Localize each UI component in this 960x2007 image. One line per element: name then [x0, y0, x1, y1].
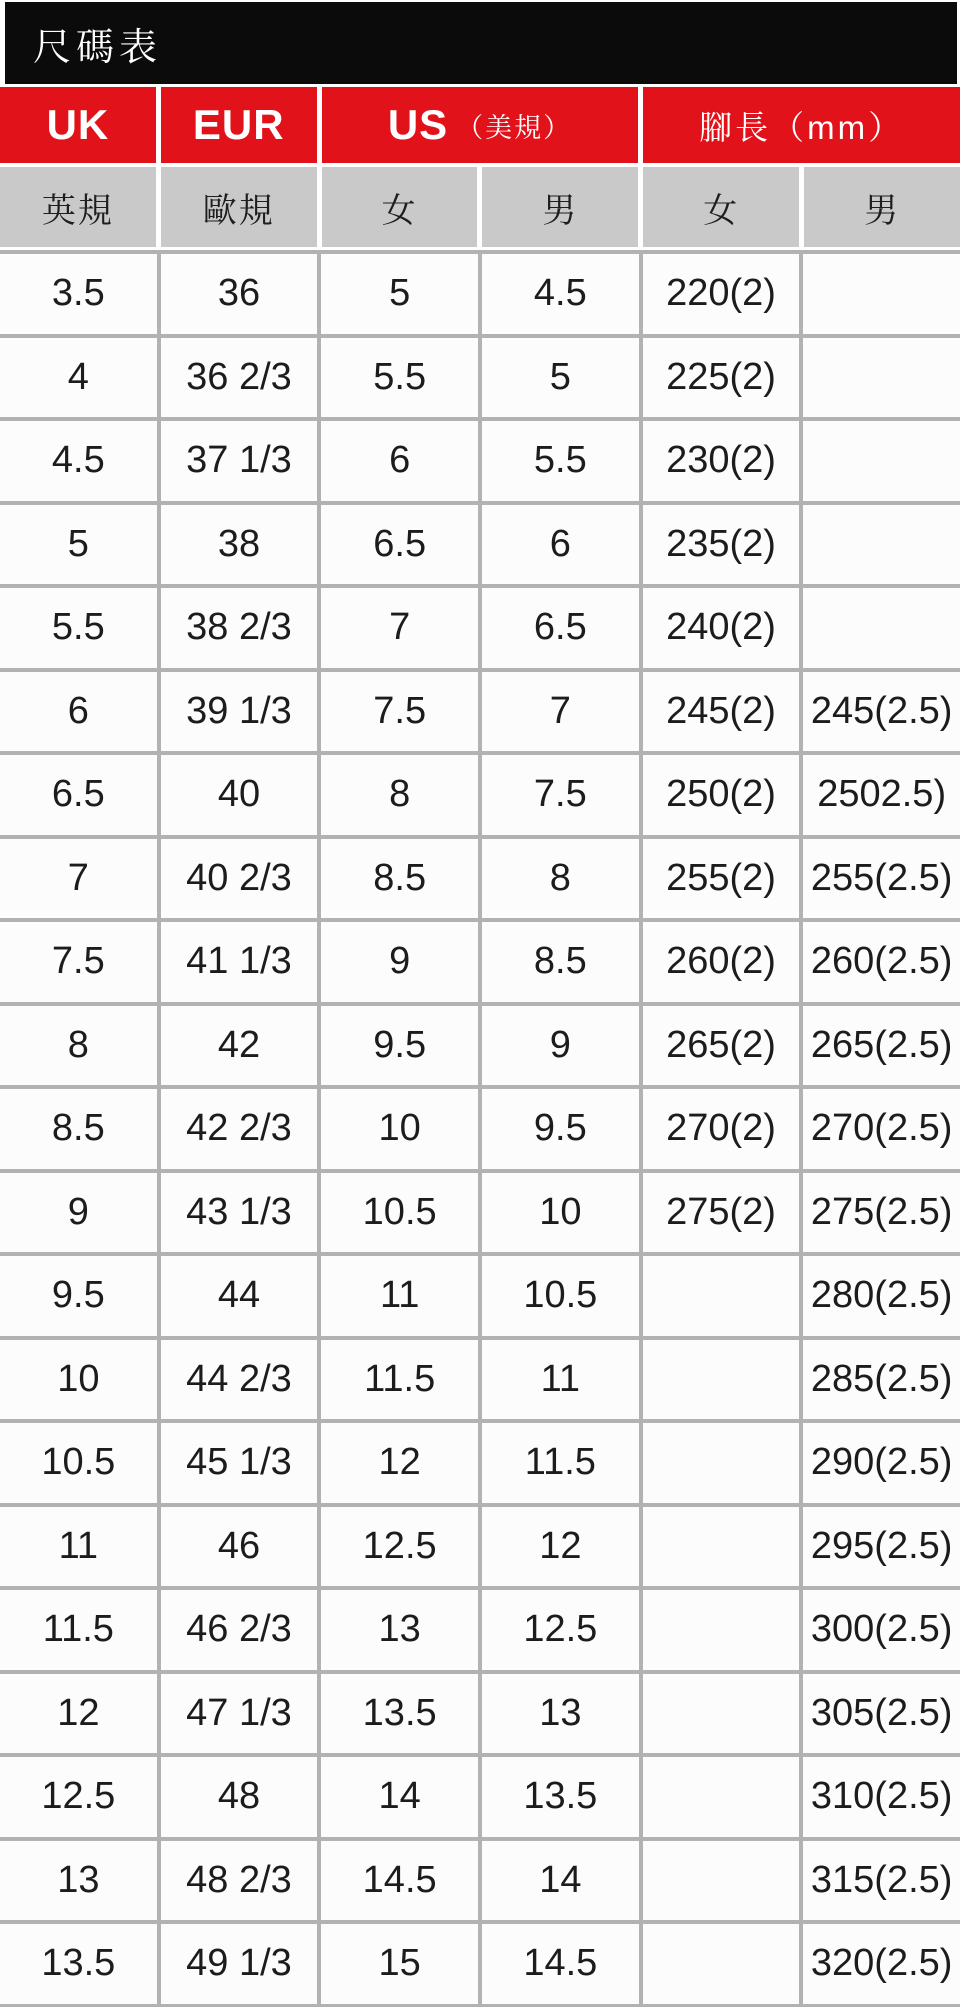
table-cell: [643, 1924, 800, 2004]
subheader-eur-standard: 歐規: [161, 167, 317, 247]
table-cell: 8: [0, 1006, 157, 1086]
table-cell: 290(2.5): [803, 1423, 960, 1503]
table-cell: 9.5: [482, 1089, 639, 1169]
table-cell: 11.5: [321, 1340, 478, 1420]
table-cell: 250(2): [643, 755, 800, 835]
table-cell: 9.5: [321, 1006, 478, 1086]
table-cell: 9.5: [0, 1256, 157, 1336]
table-cell: 5: [482, 338, 639, 418]
table-cell: 7: [321, 588, 478, 668]
table-cell: 8.5: [0, 1089, 157, 1169]
table-cell: [643, 1423, 800, 1503]
table-row: [0, 922, 960, 1006]
table-cell: 37 1/3: [161, 421, 318, 501]
table-cell: [803, 254, 960, 334]
table-cell: 9: [482, 1006, 639, 1086]
table-cell: 41 1/3: [161, 922, 318, 1002]
table-cell: 6: [482, 505, 639, 585]
subheader-row: [0, 167, 960, 247]
table-cell: 10.5: [482, 1256, 639, 1336]
table-cell: 8.5: [482, 922, 639, 1002]
subheader-us-men: 男: [482, 167, 638, 247]
table-cell: 14.5: [482, 1924, 639, 2004]
table-cell: 5: [0, 505, 157, 585]
table-cell: 36 2/3: [161, 338, 318, 418]
table-cell: 7.5: [0, 922, 157, 1002]
table-cell: 13: [0, 1841, 157, 1921]
uk-label: UK: [46, 101, 110, 148]
subheader-foot-women: 女: [643, 167, 799, 247]
table-cell: 38 2/3: [161, 588, 318, 668]
table-cell: 12.5: [482, 1590, 639, 1670]
table-cell: 47 1/3: [161, 1674, 318, 1754]
table-cell: 7: [0, 839, 157, 919]
col-group-us: [322, 87, 639, 163]
table-row: [0, 672, 960, 756]
table-cell: 270(2.5): [803, 1089, 960, 1169]
table-cell: 13.5: [321, 1674, 478, 1754]
table-cell: 44: [161, 1256, 318, 1336]
table-cell: 42 2/3: [161, 1089, 318, 1169]
table-cell: 40: [161, 755, 318, 835]
table-cell: 255(2.5): [803, 839, 960, 919]
table-cell: [803, 505, 960, 585]
table-cell: 260(2.5): [803, 922, 960, 1002]
table-cell: 13.5: [0, 1924, 157, 2004]
table-cell: [643, 1507, 800, 1587]
table-cell: 13.5: [482, 1757, 639, 1837]
table-row: [0, 1924, 960, 2007]
table-cell: 7.5: [482, 755, 639, 835]
table-cell: 7: [482, 672, 639, 752]
table-cell: 11: [321, 1256, 478, 1336]
table-cell: 12: [0, 1674, 157, 1754]
table-cell: 5.5: [482, 421, 639, 501]
foot-length-label: 腳長（mm）: [699, 108, 905, 146]
table-cell: 10: [482, 1173, 639, 1253]
table-cell: 255(2): [643, 839, 800, 919]
table-cell: 265(2.5): [803, 1006, 960, 1086]
table-cell: 310(2.5): [803, 1757, 960, 1837]
table-cell: 5.5: [321, 338, 478, 418]
table-cell: 8: [482, 839, 639, 919]
table-row: [0, 421, 960, 505]
table-cell: 46: [161, 1507, 318, 1587]
table-row: [0, 1006, 960, 1090]
table-cell: 245(2): [643, 672, 800, 752]
table-cell: 9: [0, 1173, 157, 1253]
table-cell: 8.5: [321, 839, 478, 919]
table-cell: 295(2.5): [803, 1507, 960, 1587]
table-cell: 6: [0, 672, 157, 752]
table-cell: 44 2/3: [161, 1340, 318, 1420]
table-cell: 260(2): [643, 922, 800, 1002]
table-cell: 45 1/3: [161, 1423, 318, 1503]
table-row: [0, 1340, 960, 1424]
table-cell: 275(2.5): [803, 1173, 960, 1253]
table-cell: 36: [161, 254, 318, 334]
table-cell: 6.5: [321, 505, 478, 585]
table-cell: 8: [321, 755, 478, 835]
table-cell: 235(2): [643, 505, 800, 585]
table-cell: 3.5: [0, 254, 157, 334]
table-cell: 42: [161, 1006, 318, 1086]
table-row: [0, 338, 960, 422]
table-cell: 14: [321, 1757, 478, 1837]
table-row: [0, 1256, 960, 1340]
table-cell: 10.5: [321, 1173, 478, 1253]
subheader-us-women: 女: [322, 167, 478, 247]
table-cell: 265(2): [643, 1006, 800, 1086]
table-cell: 11: [482, 1340, 639, 1420]
table-cell: [643, 1841, 800, 1921]
table-row: [0, 588, 960, 672]
table-cell: 10: [321, 1089, 478, 1169]
table-cell: 46 2/3: [161, 1590, 318, 1670]
table-cell: 11: [0, 1507, 157, 1587]
table-cell: 280(2.5): [803, 1256, 960, 1336]
table-cell: 13: [321, 1590, 478, 1670]
table-row: [0, 755, 960, 839]
table-cell: 39 1/3: [161, 672, 318, 752]
col-group-foot-length: [643, 87, 960, 163]
table-cell: [643, 1340, 800, 1420]
table-cell: 13: [482, 1674, 639, 1754]
col-group-uk: [0, 87, 156, 163]
table-cell: 4.5: [482, 254, 639, 334]
table-cell: 12.5: [321, 1507, 478, 1587]
subheader-foot-men: 男: [804, 167, 960, 247]
table-cell: 320(2.5): [803, 1924, 960, 2004]
table-cell: 4: [0, 338, 157, 418]
table-row: [0, 1089, 960, 1173]
table-cell: 240(2): [643, 588, 800, 668]
table-cell: 300(2.5): [803, 1590, 960, 1670]
col-group-eur: [161, 87, 317, 163]
table-cell: 7.5: [321, 672, 478, 752]
table-cell: 14: [482, 1841, 639, 1921]
size-table-body: [0, 250, 960, 2007]
table-cell: 40 2/3: [161, 839, 318, 919]
table-cell: 285(2.5): [803, 1340, 960, 1420]
table-cell: 49 1/3: [161, 1924, 318, 2004]
eur-label: EUR: [192, 101, 285, 148]
table-cell: 14.5: [321, 1841, 478, 1921]
table-cell: 6.5: [0, 755, 157, 835]
table-cell: 225(2): [643, 338, 800, 418]
table-row: [0, 1674, 960, 1758]
subheader-uk-standard: 英規: [0, 167, 156, 247]
table-cell: 11.5: [482, 1423, 639, 1503]
table-cell: 12: [321, 1423, 478, 1503]
table-cell: 5: [321, 254, 478, 334]
table-row: [0, 1841, 960, 1925]
table-cell: 10.5: [0, 1423, 157, 1503]
table-row: [0, 1507, 960, 1591]
table-cell: [643, 1674, 800, 1754]
table-cell: [803, 588, 960, 668]
table-cell: 245(2.5): [803, 672, 960, 752]
table-cell: 275(2): [643, 1173, 800, 1253]
table-row: [0, 1590, 960, 1674]
table-cell: 230(2): [643, 421, 800, 501]
table-cell: 48 2/3: [161, 1841, 318, 1921]
table-cell: 11.5: [0, 1590, 157, 1670]
table-cell: 4.5: [0, 421, 157, 501]
table-row: [0, 1423, 960, 1507]
table-cell: 305(2.5): [803, 1674, 960, 1754]
table-cell: 12.5: [0, 1757, 157, 1837]
table-cell: 5.5: [0, 588, 157, 668]
table-cell: 6.5: [482, 588, 639, 668]
table-cell: [643, 1757, 800, 1837]
column-group-header-row: [0, 87, 960, 163]
table-cell: [643, 1256, 800, 1336]
table-cell: 38: [161, 505, 318, 585]
table-cell: 6: [321, 421, 478, 501]
table-cell: 12: [482, 1507, 639, 1587]
us-label: US: [387, 101, 449, 148]
table-cell: 2502.5): [803, 755, 960, 835]
page-title: 尺碼表: [33, 26, 163, 69]
table-cell: 270(2): [643, 1089, 800, 1169]
table-cell: 10: [0, 1340, 157, 1420]
table-cell: 43 1/3: [161, 1173, 318, 1253]
table-row: [0, 1173, 960, 1257]
table-cell: 9: [321, 922, 478, 1002]
table-cell: [803, 421, 960, 501]
table-row: [0, 839, 960, 923]
table-cell: 48: [161, 1757, 318, 1837]
us-region-note: （美規）: [456, 112, 573, 143]
title-bar: [5, 2, 957, 84]
table-cell: 315(2.5): [803, 1841, 960, 1921]
table-cell: [803, 338, 960, 418]
table-cell: [643, 1590, 800, 1670]
table-cell: 15: [321, 1924, 478, 2004]
table-row: [0, 505, 960, 589]
table-row: [0, 254, 960, 338]
table-row: [0, 1757, 960, 1841]
table-cell: 220(2): [643, 254, 800, 334]
